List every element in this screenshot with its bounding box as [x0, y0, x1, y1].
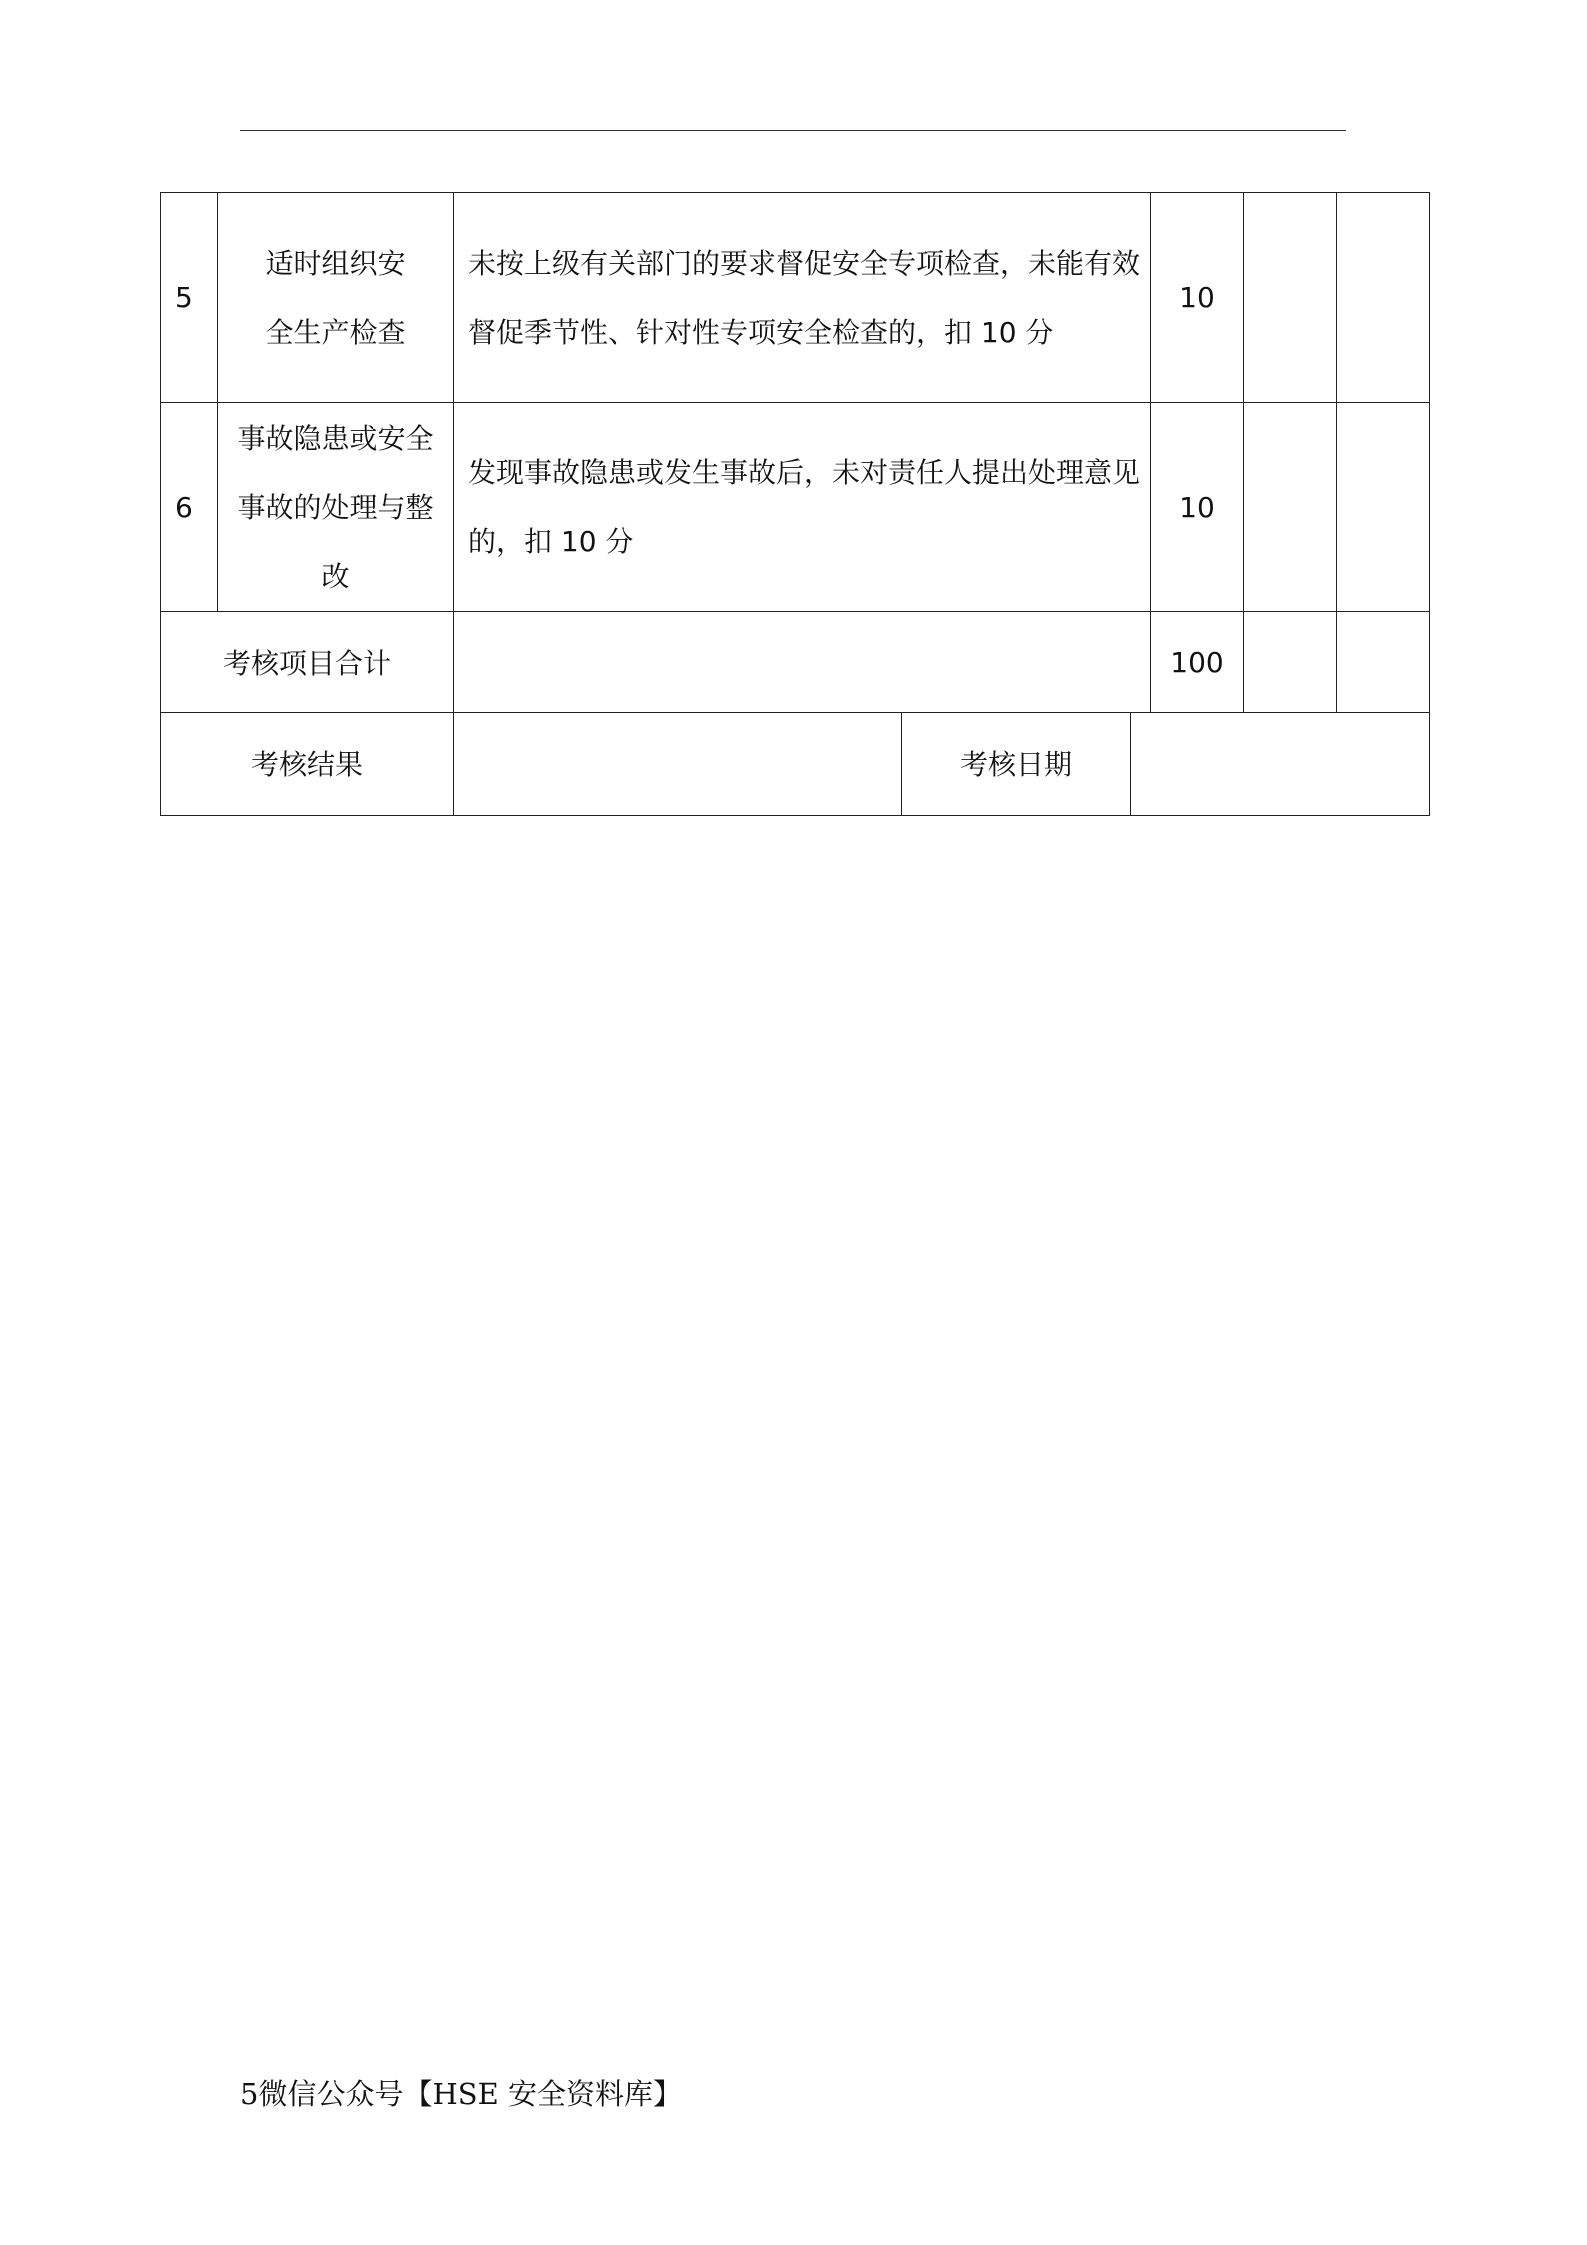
criteria-cell: 发现事故隐患或发生事故后，未对责任人提出处理意见的，扣 10 分 [454, 403, 1151, 612]
empty-cell [1244, 612, 1337, 713]
result-label: 考核结果 [161, 712, 454, 815]
total-row [161, 612, 1430, 713]
result-row [161, 712, 1430, 815]
criteria-cell: 未按上级有关部门的要求督促安全专项检查，未能有效督促季节性、针对性专项安全检查的，扣 10 分 [454, 193, 1151, 403]
item-name: 事故隐患或安全事故的处理与整改 [237, 421, 434, 593]
empty-cell [1337, 193, 1430, 403]
result-value-cell [454, 712, 902, 815]
date-value-cell [1131, 712, 1430, 815]
score-cell: 10 [1151, 193, 1244, 403]
assessment-table [160, 192, 1430, 713]
page-footer: 5微信公众号【HSE 安全资料库】 [240, 2077, 682, 2111]
row-number: 5 [161, 193, 218, 403]
empty-cell [1244, 193, 1337, 403]
item-cell [218, 193, 454, 403]
total-label: 考核项目合计 [161, 612, 454, 713]
empty-cell [1244, 403, 1337, 612]
table-row [161, 403, 1430, 612]
total-criteria-cell [454, 612, 1151, 713]
item-cell [218, 403, 454, 612]
item-name: 适时组织安全生产检查 [265, 246, 406, 349]
header-rule [240, 130, 1346, 131]
date-label: 考核日期 [902, 712, 1131, 815]
empty-cell [1337, 612, 1430, 713]
total-score: 100 [1151, 612, 1244, 713]
row-number: 6 [161, 403, 218, 612]
empty-cell [1337, 403, 1430, 612]
table-row [161, 193, 1430, 403]
result-table [160, 712, 1430, 816]
score-cell: 10 [1151, 403, 1244, 612]
